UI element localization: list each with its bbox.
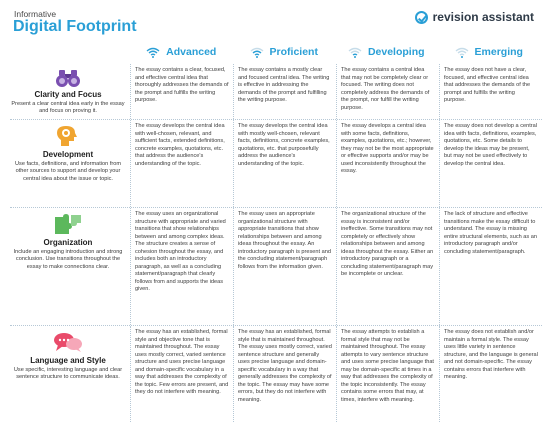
rubric-cell-proficient: The essay has an established, formal style that is maintained throughout. The essay uses mostly correct, varied sentence structure and generally uses precise language and domain-specific vocabulary in a way that generally addresses the complexity of the topic. The essay may have some errors, but they do not interfere with meaning. — [233, 326, 336, 422]
rubric-cell-advanced: The essay has an established, formal style and objective tone that is maintained throughout. The essay uses mostly correct, varied sentence structure and uses precise language and domain-specific vocabulary in a way that addresses the complexity of the topic. Few errors are present, and they do not interfere with meaning. — [130, 326, 233, 422]
column-label: Advanced — [166, 46, 217, 58]
criterion-description: Use specific, interesting language and clear sentence structure to communicate ideas. — [13, 367, 123, 381]
criterion-name: Language and Style — [30, 356, 106, 365]
rubric-row-organization — [10, 208, 542, 326]
criterion-name: Organization — [43, 238, 93, 247]
column-header-emerging — [438, 40, 541, 64]
rubric-row-development — [10, 120, 542, 208]
rubric-cell-proficient: The essay contains a mostly clear and focused central idea. The writing is effective in addressing the demands of the prompt and fulfilling the writing purpose. — [233, 64, 336, 119]
column-label: Proficient — [269, 46, 318, 58]
wifi-signal-2-icon — [348, 47, 362, 58]
criterion-cell — [10, 326, 130, 422]
column-header-proficient — [233, 40, 336, 64]
criterion-description: Use facts, definitions, and information from other sources to support and develop your central idea about the issue or topic. — [14, 161, 122, 182]
head-gear-icon — [52, 124, 84, 148]
rubric-row-language — [10, 326, 542, 422]
column-label: Developing — [367, 46, 425, 58]
rubric-cell-developing: The essay attempts to establish a formal style that may not be maintained throughout. The essay attempts to vary sentence structure and uses some precise language that may be domain-specific at times in a way that addresses the complexity of the topic inconsistently. The essay contains some errors that may, at times, interfere with meaning. — [336, 326, 439, 422]
page-header — [0, 0, 550, 40]
criterion-cell — [10, 64, 130, 119]
criterion-cell — [10, 208, 130, 325]
rubric-table — [10, 64, 542, 422]
puzzle-icon — [52, 212, 84, 236]
brand-logo — [415, 10, 534, 24]
wifi-signal-3-icon — [250, 47, 264, 58]
column-headers — [130, 40, 540, 64]
column-header-advanced — [130, 40, 233, 64]
rubric-cell-developing: The organizational structure of the essay is inconsistent and/or ineffective. Some transitions may not completely or effectively show relationships between and among ideas throughout the essay. Either an introductory paragraph or a concluding statement/paragraph may be incomplete or unclear. — [336, 208, 439, 325]
page-subtitle: Informative — [14, 9, 57, 19]
rubric-cell-advanced: The essay develops the central idea with well-chosen, relevant, and sufficient facts, extended definitions, concrete examples, quotations, etc. that address the audience's understanding of the topic. — [130, 120, 233, 207]
rubric-cell-developing: The essay contains a central idea that may not be completely clear or focused. The writing does not completely address the demands of the prompt, nor fulfill the writing purpose. — [336, 64, 439, 119]
column-label: Emerging — [474, 46, 523, 58]
speech-bubbles-icon — [52, 330, 84, 354]
rubric-cell-emerging: The lack of structure and effective transitions make the essay difficult to understand. The essay is missing entire structural elements, such as an introductory paragraph and/or concluding statement/paragraph. — [439, 208, 542, 325]
criterion-cell — [10, 120, 130, 207]
rubric-cell-proficient: The essay uses an appropriate organizational structure with appropriate transitions that show relationships between and among ideas throughout the essay. An introductory paragraph is present and the concluding statement/paragraph follows from the information given. — [233, 208, 336, 325]
page-title: Digital Footprint — [13, 18, 137, 35]
rubric-cell-proficient: The essay develops the central idea with mostly well-chosen, relevant facts, definitions, concrete examples, quotations, etc. that purposefully address the audience's understanding of the topic. — [233, 120, 336, 207]
rubric-cell-advanced: The essay contains a clear, focused, and effective central idea that thoroughly addresses the demands of the prompt and fulfills the writing purpose. — [130, 64, 233, 119]
rubric-cell-developing: The essay develops a central idea with some facts, definitions, examples, quotations, etc.; however, they may not be the most appropriate or effective supports and/or may be used inconsistently throughout the essay. — [336, 120, 439, 207]
rubric-cell-advanced: The essay uses an organizational structure with appropriate and varied transitions that show relationships between and among complex ideas. The structure creates a sense of cohesion throughout the essay, and includes both an introductory paragraph, as well as a concluding statement/paragraph that clearly follows from and supports the ideas given. — [130, 208, 233, 325]
wifi-signal-1-icon — [455, 47, 469, 58]
column-header-developing — [335, 40, 438, 64]
rubric-cell-emerging: The essay does not have a clear, focused, and effective central idea that addresses the demands of the prompt and fulfills the writing purpose. — [439, 64, 542, 119]
rubric-row-clarity — [10, 64, 542, 120]
criterion-description: Present a clear central idea early in the essay and focus on proving it. — [11, 101, 125, 115]
criterion-description: Include an engaging introduction and strong conclusion. Use transitions throughout the essay to make connections clear. — [13, 249, 123, 270]
binoculars-icon — [52, 68, 84, 88]
rubric-cell-emerging: The essay does not develop a central idea with facts, definitions, examples, quotations, etc. Some details to develop the ideas may be present, but may not be used effectively to develop the central idea. — [439, 120, 542, 207]
criterion-name: Development — [42, 150, 94, 159]
checkmark-circle-icon — [415, 11, 428, 24]
rubric-cell-emerging: The essay does not establish and/or maintain a formal style. The essay uses little variety in sentence structure, and the language is general and not domain-specific. The essay contains errors that interfere with meaning. — [439, 326, 542, 422]
wifi-signal-4-icon — [146, 47, 160, 58]
criterion-name: Clarity and Focus — [34, 90, 102, 99]
brand-name: revision assistant — [432, 10, 534, 24]
